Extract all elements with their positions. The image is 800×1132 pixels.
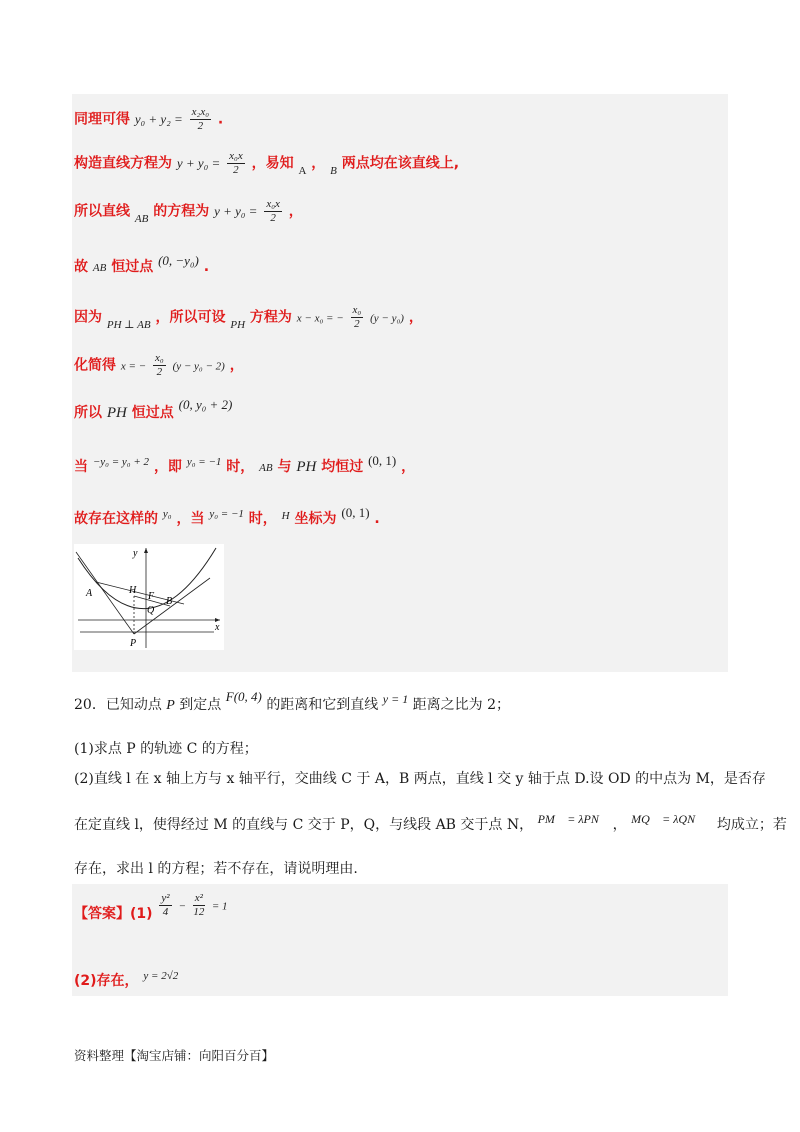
- problem-part-2c: 存在，求出 l 的方程；若不存在，请说明理由.: [74, 861, 358, 877]
- solution-line-6: 化简得 x = − $\frac{\text{x₀}}{2}$ (y − y₀ − 2) ，: [74, 352, 244, 378]
- fig-label-f: F: [148, 591, 155, 602]
- fig-label-q: Q: [147, 605, 155, 616]
- parabola-figure: [74, 544, 224, 650]
- solution-line-2: 构造直线方程为 y + y₀ = $\frac{\text{x₀x}}{2}$ ，易知 $_A$ ， $_B$ 两点均在该直线上,: [74, 150, 460, 177]
- solution-line-4: 故 AB 恒过点 (0, −y₀) .: [74, 253, 210, 275]
- footer-note: 资料整理【淘宝店铺：向阳百分百】: [74, 1048, 275, 1063]
- fig-label-p: P: [130, 638, 137, 649]
- problem-part-2b: 在定直线 l，使得经过 M 的直线与 C 交于 P，Q，与线段 AB 交于点 N， PM⃗ = λPN⃗ ， MQ⃗ = λQN⃗ 均成立；若: [74, 812, 787, 833]
- fig-label-h: H: [129, 585, 137, 596]
- solution-line-5: 因为 $_{PH \perp AB}$ ，所以可设 $_{PH}$ 方程为 x − x₀ = − $\frac{\text{x₀}}{2}$ (y − y₀) ，: [74, 304, 423, 331]
- answer-line-1: 【答案】(1) $\frac{\text{y²}}{4}$ − $\frac{\text{x²}}{12}$ = 1: [74, 892, 228, 922]
- solution-line-1: 同理可得 y₀ + y₂ = $\frac{\text{x₂x₀}}{2}$ .: [74, 106, 224, 132]
- solution-line-9: 故存在这样的 $^{y_0}$ ，当 $^{y_0 = -1}$ 时， $^H$ 坐标为 (0, 1) .: [74, 505, 380, 527]
- fig-label-x: x: [215, 622, 220, 633]
- fig-label-y: y: [133, 548, 138, 559]
- solution-line-8: 当 $^{-y_0 = y_0 + 2}$ ，即 $^{y_0 = -1}$ 时， AB 与 PH 均恒过 (0, 1) ，: [74, 453, 416, 475]
- problem-line-1: 20．已知动点 P 到定点 F(0, 4) 的距离和它到直线 y = 1 距离之比为 2；: [74, 689, 511, 713]
- solution-line-3: 所以直线 $_{AB}$ 的方程为 y + y₀ = $\frac{\text{x₀x}}{2}$ ，: [74, 198, 303, 225]
- problem-part-2a: (2)直线 l 在 x 轴上方与 x 轴平行，交曲线 C 于 A，B 两点，直线 l 交 y 轴于点 D.设 OD 的中点为 M，是否存: [74, 771, 766, 787]
- fig-label-a: A: [86, 588, 93, 599]
- answer-line-2: (2)存在， y = 2√2: [74, 970, 179, 989]
- problem-part-1: (1)求点 P 的轨迹 C 的方程；: [74, 741, 258, 757]
- fig-label-b: B: [166, 596, 173, 607]
- solution-line-7: 所以 PH 恒过点 (0, y₀ + 2): [74, 397, 233, 421]
